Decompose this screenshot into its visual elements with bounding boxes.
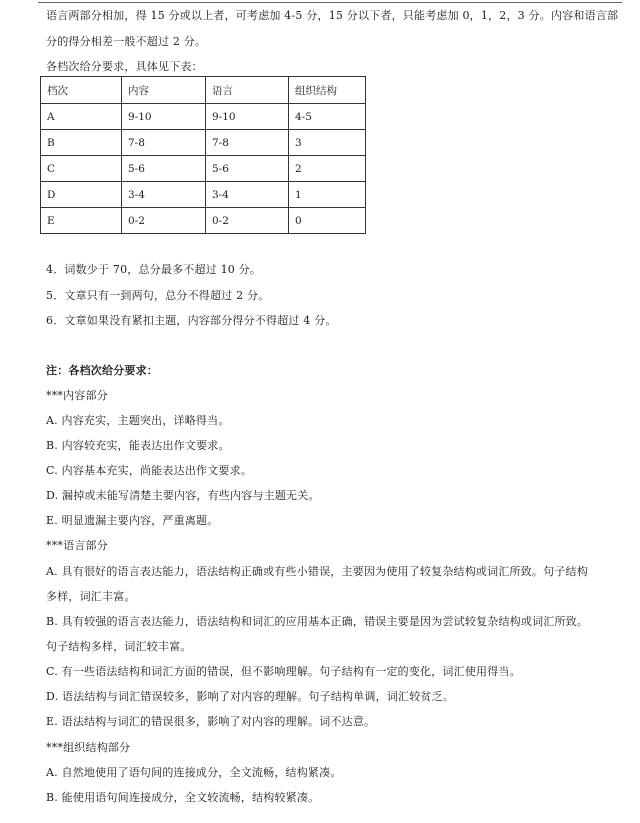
content-item-a: A. 内容充实，主题突出，详略得当。 xyxy=(46,414,230,427)
content-item-e: E. 明显遗漏主要内容，严重离题。 xyxy=(46,514,219,527)
table-cell: 0-2 xyxy=(206,208,289,234)
content-item-b: B. 内容较充实，能表达出作文要求。 xyxy=(46,439,230,452)
rule-5: 5．文章只有一到两句，总分不得超过 2 分。 xyxy=(46,289,270,302)
table-cell: D xyxy=(41,182,122,208)
table-cell: B xyxy=(41,130,122,156)
table-row xyxy=(41,156,366,182)
header-cell: 档次 xyxy=(41,77,122,104)
table-caption: 各档次给分要求，具体见下表： xyxy=(46,60,203,73)
table-cell: A xyxy=(41,104,122,130)
table-cell: 7-8 xyxy=(122,130,206,156)
top-divider xyxy=(38,2,622,3)
intro-line-1: 语言两部分相加，得 15 分或以上者，可考虑加 4-5 分，15 分以下者，只能考虑加 0，1，2，3 分。内容和语言部 xyxy=(46,9,619,22)
table-cell: 0 xyxy=(289,208,366,234)
language-item-a-line2: 多样，词汇丰富。 xyxy=(46,590,136,603)
language-heading: ***语言部分 xyxy=(46,539,108,552)
table-cell: 9-10 xyxy=(206,104,289,130)
table-cell: 3-4 xyxy=(206,182,289,208)
language-item-c: C. 有一些语法结构和词汇方面的错误，但不影响理解。句子结构有一定的变化，词汇使用得当。 xyxy=(46,665,521,678)
table-cell: E xyxy=(41,208,122,234)
table-cell: 5-6 xyxy=(122,156,206,182)
header-cell: 内容 xyxy=(122,77,206,104)
language-item-b-line2: 句子结构多样，词汇较丰富。 xyxy=(46,640,192,653)
table-cell: 5-6 xyxy=(206,156,289,182)
structure-heading: ***组织结构部分 xyxy=(46,741,131,754)
language-item-d: D. 语法结构与词汇错误较多，影响了对内容的理解。句子结构单调，词汇较贫乏。 xyxy=(46,690,455,703)
language-item-b-line1: B. 具有较强的语言表达能力，语法结构和词汇的应用基本正确，错误主要是因为尝试较复杂结构或词汇所致。 xyxy=(46,615,589,628)
table-header-row xyxy=(41,77,366,104)
table-cell: 2 xyxy=(289,156,366,182)
notes-title: 注：各档次给分要求： xyxy=(46,364,158,377)
structure-item-b: B. 能使用语句间连接成分，全文较流畅，结构较紧凑。 xyxy=(46,791,320,804)
table-cell: 4-5 xyxy=(289,104,366,130)
rule-4: 4．词数少于 70，总分最多不超过 10 分。 xyxy=(46,263,262,276)
content-item-d: D. 漏掉或未能写清楚主要内容，有些内容与主题无关。 xyxy=(46,489,320,502)
header-cell: 语言 xyxy=(206,77,289,104)
rule-6: 6．文章如果没有紧扣主题，内容部分得分不得超过 4 分。 xyxy=(46,314,337,327)
table-cell: 9-10 xyxy=(122,104,206,130)
table-cell: 1 xyxy=(289,182,366,208)
table-cell: 3-4 xyxy=(122,182,206,208)
content-item-c: C. 内容基本充实，尚能表达出作文要求。 xyxy=(46,464,253,477)
table-row xyxy=(41,182,366,208)
table-row xyxy=(41,208,366,234)
grade-table xyxy=(40,76,366,234)
table-cell: C xyxy=(41,156,122,182)
table-cell: 7-8 xyxy=(206,130,289,156)
language-item-a-line1: A. 具有很好的语言表达能力，语法结构正确或有些小错误，主要因为使用了较复杂结构或词汇所致。句子结构 xyxy=(46,565,588,578)
table-row xyxy=(41,104,366,130)
header-cell: 组织结构 xyxy=(289,77,366,104)
intro-line-2: 分的得分相差一般不超过 2 分。 xyxy=(46,35,207,48)
table-row xyxy=(41,130,366,156)
table-cell: 0-2 xyxy=(122,208,206,234)
structure-item-a: A. 自然地使用了语句间的连接成分，全文流畅，结构紧凑。 xyxy=(46,766,342,779)
language-item-e: E. 语法结构与词汇的错误很多，影响了对内容的理解。词不达意。 xyxy=(46,715,376,728)
table-cell: 3 xyxy=(289,130,366,156)
content-heading: ***内容部分 xyxy=(46,389,108,402)
